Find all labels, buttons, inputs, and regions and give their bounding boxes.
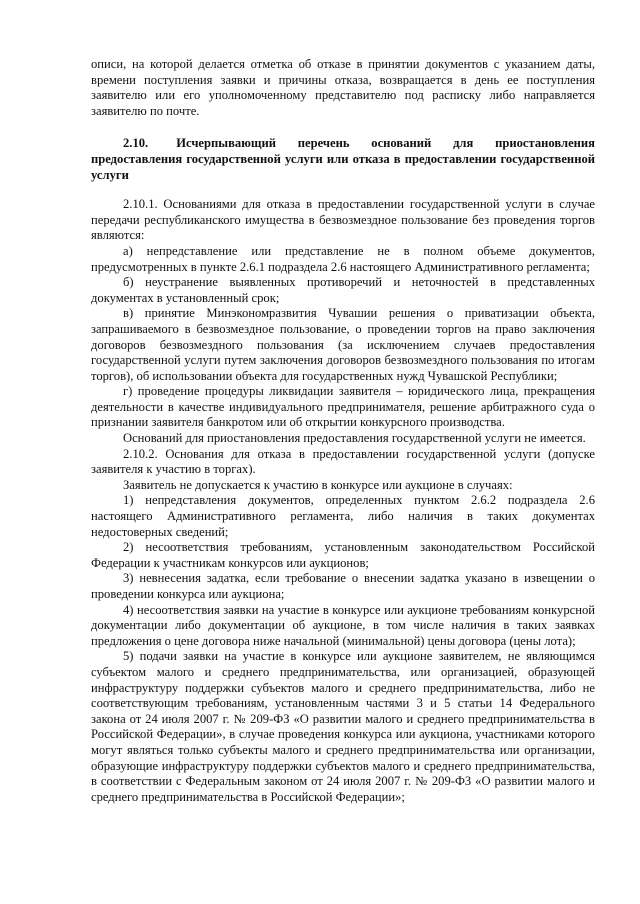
section-title: Исчерпывающий перечень оснований для приостановления предоставления государственной услуги или отказа в предоставлении государственной услуги xyxy=(91,136,595,182)
paragraph-item-v: в) принятие Минэкономразвития Чувашии решения о приватизации объекта, запрашиваемого в безвозмездное пользование, о проведении торгов на право заключения договоров безвозмездного пользования (за исключением случаев предоставления государственной услуги путем заключения договоров безвозмездного пользования по итогам торгов), об использовании объекта для государственных нужд Чувашской Республики; xyxy=(91,306,595,383)
section-number: 2.10. xyxy=(123,136,149,151)
paragraph-item-5: 5) подачи заявки на участие в конкурсе или аукционе заявителем, не являющимся субъектом малого и среднего предпринимательства, или организацией, образующей инфраструктуру поддержки субъектов малого и среднего предпринимательства, либо не соответствующим требованиям, установленным частями 3 и 5 статьи 14 Федерального закона от 24 июля 2007 г. № 209-ФЗ «О развитии малого и среднего предпринимательства в Российской Федерации», в случае проведения конкурса или аукциона, участниками которого могут являться только субъекты малого и среднего предпринимательства или организации, образующие инфраструктуру поддержки субъектов малого и среднего предпринимательства, в соответствии с Федеральным законом от 24 июля 2007 г. № 209-ФЗ «О развитии малого и среднего предпринимательства в Российской Федерации»; xyxy=(91,649,595,804)
paragraph-item-b: б) неустранение выявленных противоречий и неточностей в представленных документах в установленный срок; xyxy=(91,275,595,305)
paragraph-item-3: 3) невнесения задатка, если требование о внесении задатка указано в извещении о проведении конкурса или аукциона; xyxy=(91,571,595,601)
paragraph-2-10-2: 2.10.2. Основания для отказа в предоставлении государственной услуги (допуске заявителя к участию в торгах). xyxy=(91,446,595,477)
document-page xyxy=(91,57,595,805)
paragraph-item-2: 2) несоответствия требованиям, установленным законодательством Российской Федерации к участникам конкурсов или аукционов; xyxy=(91,540,595,570)
paragraph-item-a: а) непредставление или представление не в полном объеме документов, предусмотренных в пункте 2.6.1 подраздела 2.6 настоящего Административного регламента; xyxy=(91,243,595,274)
paragraph-admission-cases: Заявитель не допускается к участию в конкурсе или аукционе в случаях: xyxy=(123,477,513,492)
paragraph-2-10-1: 2.10.1. Основаниями для отказа в предоставлении государственной услуги в случае передачи республиканского имущества в безвозмездное пользование без проведения торгов являются: xyxy=(91,197,595,243)
paragraph-item-4: 4) несоответствия заявки на участие в конкурсе или аукционе требованиям конкурсной документации либо документации об аукционе, в том числе наличия в таких заявках предложения о цене договора ниже начальной (минимальной) цены договора (цены лота); xyxy=(91,602,595,648)
intro-paragraph: описи, на которой делается отметка об отказе в принятии документов с указанием даты, времени поступления заявки и причины отказа, возвращается в день ее поступления заявителю или его уполномоченному представителю под расписку либо направляется заявителю по почте. xyxy=(91,57,595,118)
paragraph-no-suspension: Оснований для приостановления предоставления государственной услуги не имеется. xyxy=(123,431,586,446)
section-heading xyxy=(91,136,595,183)
paragraph-item-1: 1) непредставления документов, определенных пунктом 2.6.2 подраздела 2.6 настоящего Административного регламента, либо наличия в таких документах недостоверных сведений; xyxy=(91,493,595,539)
paragraph-item-g: г) проведение процедуры ликвидации заявителя – юридического лица, прекращения деятельности в качестве индивидуального предпринимателя, решение арбитражного суда о признании заявителя банкротом или об открытии конкурсного производства. xyxy=(91,384,595,430)
